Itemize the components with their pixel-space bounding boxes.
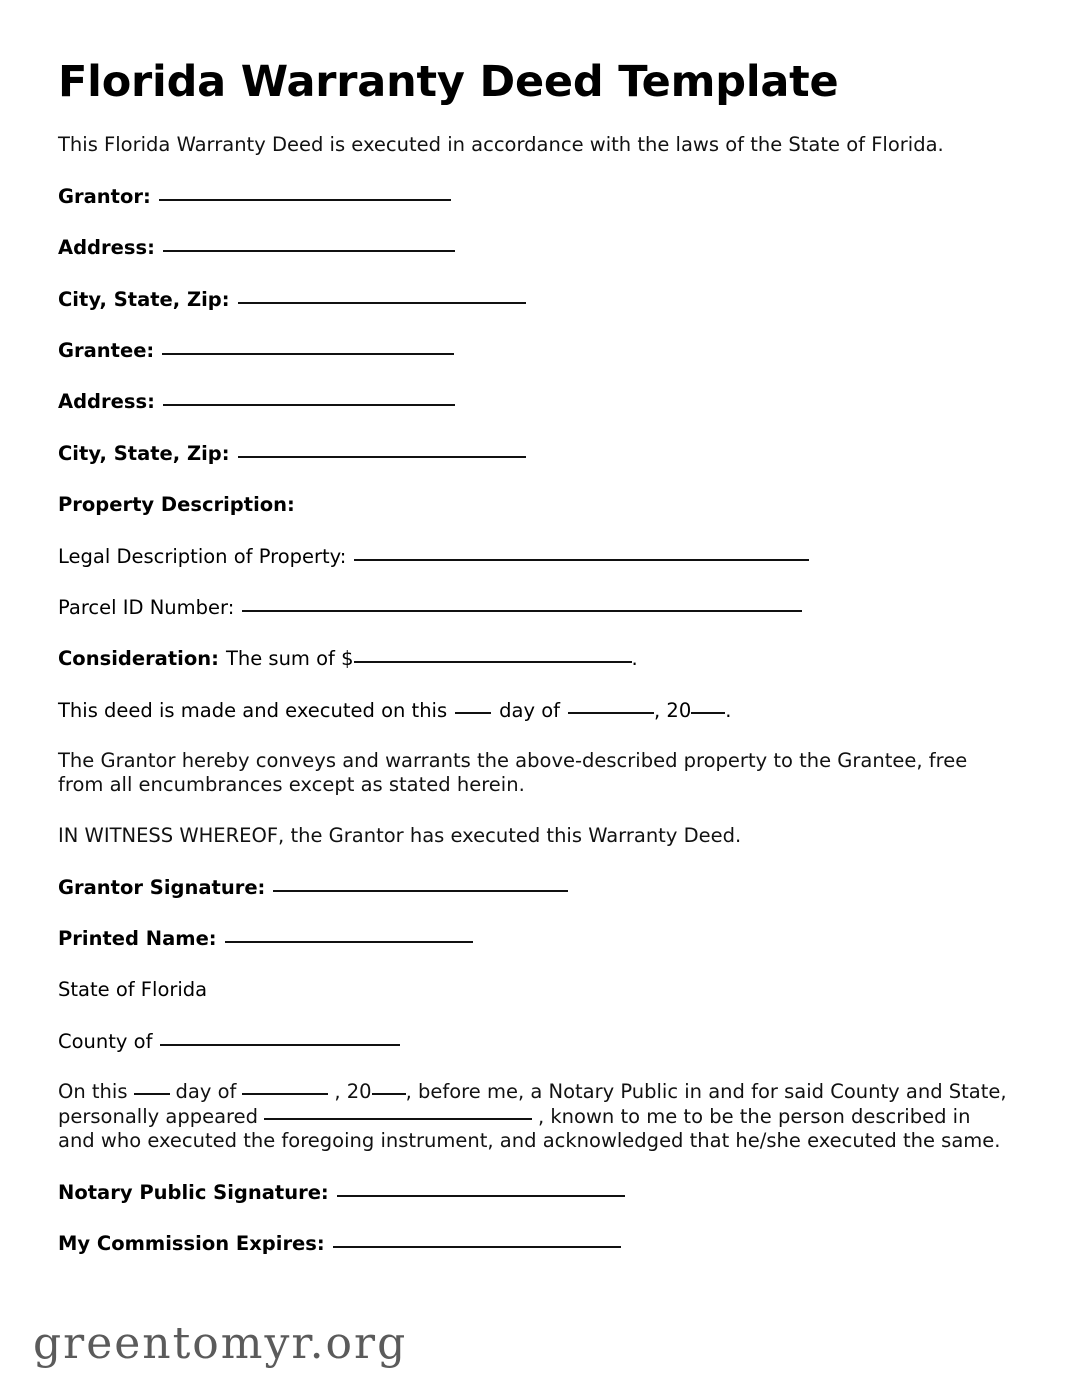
field-grantee-address[interactable] [58,389,1018,414]
field-county-blank[interactable] [160,1044,400,1046]
field-legal-description-blank[interactable] [354,559,809,561]
field-grantee-blank[interactable] [162,353,454,355]
ack-part4: , before me, a Notary Public in and for said County and State, personally appeared [58,1079,1007,1128]
field-grantor-city-state-zip-blank[interactable] [238,302,526,304]
field-county[interactable] [58,1029,1018,1054]
ack-appeared-blank[interactable] [264,1118,532,1120]
field-county-label: County of [58,1029,153,1053]
field-parcel-id-label: Parcel ID Number: [58,595,235,619]
execution-date-part1: This deed is made and executed on this [58,698,448,722]
field-grantee-city-state-zip-label: City, State, Zip: [58,441,230,465]
field-parcel-id-blank[interactable] [242,610,802,612]
field-commission-expires[interactable] [58,1231,1018,1256]
field-notary-signature-blank[interactable] [337,1195,625,1197]
state-of-florida-text: State of Florida [58,978,208,1002]
property-description-heading: Property Description: [58,493,295,517]
field-consideration-label: Consideration: [58,647,219,671]
document-content [58,57,1018,1282]
site-watermark: greentomyr.org [33,1318,408,1369]
field-grantee[interactable] [58,338,1018,363]
ack-part2: day of [175,1079,237,1103]
page-title: Florida Warranty Deed Template [58,57,839,107]
state-of-florida-row [58,977,1018,1002]
witness-paragraph: IN WITNESS WHEREOF, the Grantor has executed this Warranty Deed. [58,824,742,847]
execution-date-year-blank[interactable] [691,712,725,714]
field-notary-signature[interactable] [58,1180,1018,1205]
field-legal-description[interactable] [58,544,1018,569]
field-legal-description-label: Legal Description of Property: [58,544,347,568]
field-parcel-id[interactable] [58,595,1018,620]
field-printed-name-blank[interactable] [225,941,473,943]
ack-year-blank[interactable] [372,1093,406,1095]
field-grantee-city-state-zip[interactable] [58,441,1018,466]
field-grantee-label: Grantee: [58,339,155,363]
field-grantor-label: Grantor: [58,185,151,209]
field-grantor-address[interactable] [58,235,1018,260]
field-commission-expires-blank[interactable] [333,1246,621,1248]
field-grantor-address-blank[interactable] [163,250,455,252]
conveyance-paragraph: The Grantor hereby conveys and warrants the above-described property to the Grantee, free from all encumbrances except as stated herein. [58,748,968,797]
ack-month-blank[interactable] [242,1093,328,1095]
field-grantee-address-label: Address: [58,390,155,414]
notary-acknowledgment-paragraph [58,1080,1008,1154]
ack-day-blank[interactable] [134,1093,170,1095]
ack-part5: , known to me to be the person described in and who executed the foregoing instrument, and acknowledged that he/she executed the same. [58,1104,1001,1153]
field-printed-name[interactable] [58,926,1018,951]
field-grantor-city-state-zip-label: City, State, Zip: [58,287,230,311]
field-grantee-city-state-zip-blank[interactable] [238,456,526,458]
property-description-heading-row [58,492,1018,517]
ack-part1: On this [58,1079,128,1103]
field-grantee-address-blank[interactable] [163,404,455,406]
execution-date-part4: . [725,698,732,722]
intro-paragraph: This Florida Warranty Deed is executed in accordance with the laws of the State of Florida. [58,133,944,157]
field-grantor[interactable] [58,184,1018,209]
ack-part3: , 20 [334,1079,372,1103]
field-consideration[interactable] [58,646,1018,671]
field-grantor-signature-label: Grantor Signature: [58,875,266,899]
field-grantor-address-label: Address: [58,236,155,260]
field-commission-expires-label: My Commission Expires: [58,1231,325,1255]
field-grantor-signature[interactable] [58,875,1018,900]
execution-date-row[interactable] [58,698,1018,723]
field-grantor-blank[interactable] [159,199,451,201]
execution-date-part3: , 20 [654,698,692,722]
field-consideration-text-before: The sum of $ [225,647,354,671]
field-consideration-blank[interactable] [354,661,632,663]
execution-date-day-blank[interactable] [455,712,491,714]
field-grantor-signature-blank[interactable] [273,890,568,892]
field-consideration-text-after: . [631,647,638,671]
field-printed-name-label: Printed Name: [58,926,217,950]
execution-date-month-blank[interactable] [568,712,654,714]
field-grantor-city-state-zip[interactable] [58,287,1018,312]
field-notary-signature-label: Notary Public Signature: [58,1180,329,1204]
execution-date-part2: day of [499,698,561,722]
